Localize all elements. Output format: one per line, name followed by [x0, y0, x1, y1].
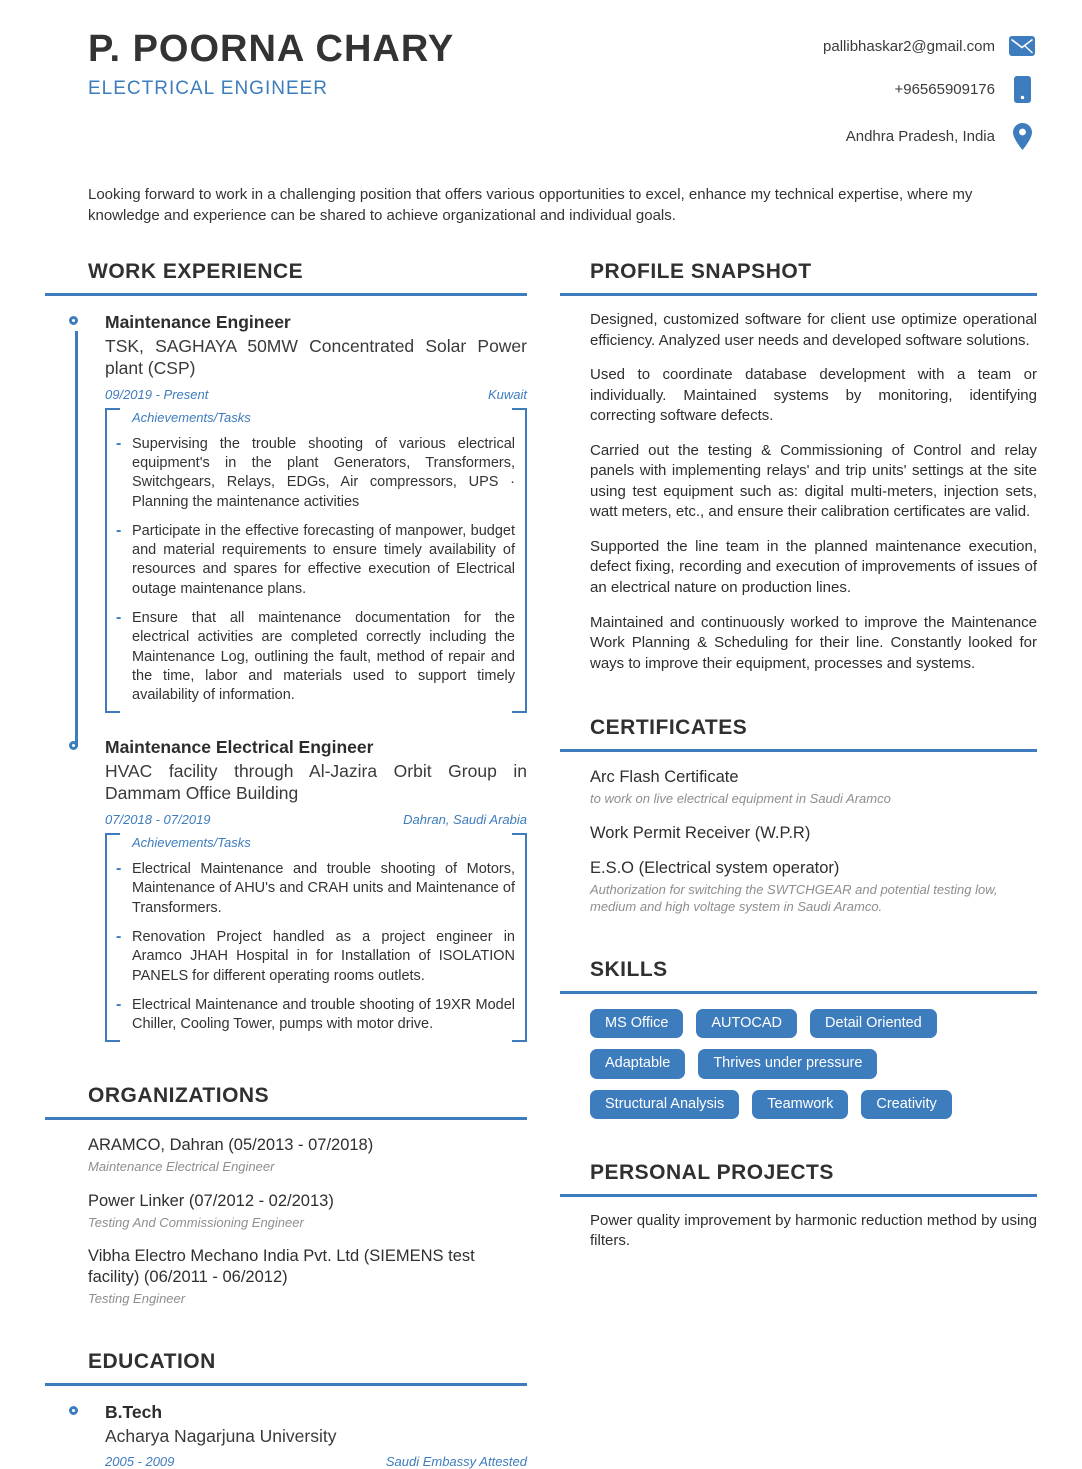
job-company: HVAC facility through Al-Jazira Orbit Group in Dammam Office Building	[105, 761, 527, 804]
certificate-item	[560, 767, 1037, 808]
work-experience-heading: WORK EXPERIENCE	[88, 260, 304, 283]
right-column	[560, 260, 1037, 1252]
organization-role: Testing And Commissioning Engineer	[88, 1214, 304, 1230]
profile-snapshot-heading: PROFILE SNAPSHOT	[590, 260, 812, 283]
content-columns	[45, 260, 1082, 1469]
certificate-title: Work Permit Receiver (W.P.R)	[590, 823, 811, 842]
contact-block	[823, 28, 1035, 150]
organization-item	[45, 1246, 527, 1307]
profile-paragraph: Supported the line team in the planned maintenance execution, defect fixing, recording and execution of improvements of issues of an electrical nature on production lines.	[590, 537, 1037, 597]
profile-paragraph: Carried out the testing & Commissioning of Control and relay panels with implementing relays' and trip units' settings at the site using test equipment such as: digital multi-meters, injection sets, watt meters, etc., and ensure their calibration certificates are valid.	[590, 441, 1037, 521]
task-bullet: - Electrical Maintenance and trouble shooting of 19XR Model Chiller, Cooling Tower, pumps with motor drive.	[132, 996, 515, 1035]
task-bullet: - Renovation Project handled as a project engineer in Aramco JHAH Hospital in for Installation of ISOLATION PANELS for different operating rooms outlets.	[132, 928, 515, 986]
personal-project-text: Power quality improvement by harmonic reduction method by using filters.	[590, 1211, 1037, 1250]
profile-paragraph: Used to coordinate database development with a team or individually. Maintained systems by monitoring, identifying correcting software defects.	[590, 366, 1037, 425]
organizations-heading: ORGANIZATIONS	[88, 1084, 270, 1108]
achievements-box	[105, 833, 527, 1042]
task-bullet: - Participate in the effective forecasting of manpower, budget and material requirements to ensure timely availability of resources and spares for effective execution of Electrical outage maintenance plans.	[132, 522, 515, 599]
education-note: Saudi Embassy Attested	[385, 1453, 527, 1469]
skill-tag: AUTOCAD	[696, 1009, 797, 1038]
skill-tag: Teamwork	[752, 1090, 848, 1119]
section-personal-projects	[560, 1161, 1037, 1252]
personal-projects-heading: PERSONAL PROJECTS	[590, 1160, 834, 1184]
organization-name: ARAMCO, Dahran (05/2013 - 07/2018)	[88, 1136, 374, 1155]
job-entry	[45, 312, 527, 713]
task-bullet: - Ensure that all maintenance documentation for the electrical activities are completed correctly including the Maintenance Log, outlining the fault, method of repair and the time, labor and materials used to support timely availability of information.	[132, 609, 515, 705]
education-dates: 2005 - 2009	[105, 1453, 175, 1469]
section-organizations	[45, 1084, 527, 1307]
location-pin-icon	[1009, 123, 1035, 150]
profile-paragraph: Maintained and continuously worked to improve the Maintenance Work Planning & Scheduling for their line. Constantly looked for ways to improve their equipment, processes and systems.	[590, 613, 1037, 672]
identity-block	[88, 28, 454, 150]
job-title: Maintenance Electrical Engineer	[105, 737, 374, 758]
timeline-ring-icon	[69, 1406, 78, 1415]
degree-title: B.Tech	[105, 1401, 163, 1422]
section-underline	[45, 1117, 527, 1120]
mail-icon	[1009, 36, 1035, 56]
job-meta-row	[105, 812, 527, 827]
skill-tag: Creativity	[861, 1090, 951, 1119]
organization-name: Vibha Electro Mechano India Pvt. Ltd (SIEMENS test facility) (06/2011 - 06/2012)	[88, 1247, 475, 1287]
certificate-title: E.S.O (Electrical system operator)	[590, 859, 840, 878]
certificate-note: Authorization for switching the SWTCHGEAR and potential testing low, medium and high voltage system in Saudi Aramco.	[590, 881, 998, 914]
skills-heading: SKILLS	[590, 957, 668, 981]
achievements-label: Achievements/Tasks	[132, 409, 251, 425]
skill-tag: Adaptable	[590, 1049, 685, 1078]
section-profile-snapshot	[560, 260, 1037, 674]
section-underline	[560, 991, 1037, 994]
achievements-label: Achievements/Tasks	[132, 835, 251, 851]
certificate-note: to work on live electrical equipment in Saudi Aramco	[590, 790, 891, 806]
task-bullet: - Electrical Maintenance and trouble shooting of Motors, Maintenance of AHU's and CRAH units and Maintenance of Transformers.	[132, 860, 515, 918]
certificate-item	[560, 858, 1037, 915]
education-entry	[45, 1402, 527, 1469]
certificate-item	[560, 823, 1037, 844]
school-name: Acharya Nagarjuna University	[105, 1425, 337, 1446]
phone-text: +96565909176	[894, 81, 995, 98]
email-text: pallibhaskar2@gmail.com	[823, 37, 995, 55]
section-work-experience	[45, 260, 527, 1042]
section-underline	[45, 1383, 527, 1386]
person-role: ELECTRICAL ENGINEER	[88, 78, 329, 99]
education-meta-row	[105, 1454, 527, 1469]
organization-role: Maintenance Electrical Engineer	[88, 1159, 275, 1175]
location-text: Andhra Pradesh, India	[845, 128, 995, 145]
summary-paragraph: Looking forward to work in a challenging position that offers various opportunities to excel, enhance my technical expertise, where my knowledge and experience can be shared to achieve organizational and individual goals.	[88, 186, 973, 224]
left-column	[45, 260, 527, 1469]
person-name: P. POORNA CHARY	[88, 28, 455, 70]
skill-tag: MS Office	[590, 1009, 683, 1038]
header	[0, 0, 1082, 150]
contact-email-row	[823, 36, 1035, 56]
job-entry	[45, 737, 527, 1042]
education-heading: EDUCATION	[88, 1349, 216, 1373]
contact-location-row	[846, 123, 1035, 150]
certificate-title: Arc Flash Certificate	[590, 768, 739, 787]
achievements-box	[105, 408, 527, 714]
job-location: Kuwait	[487, 386, 527, 402]
job-location: Dahran, Saudi Arabia	[403, 812, 527, 828]
certificates-heading: CERTIFICATES	[590, 716, 748, 740]
section-education	[45, 1350, 527, 1469]
section-underline	[560, 293, 1037, 296]
section-underline	[560, 749, 1037, 752]
timeline-ring-icon	[69, 741, 78, 750]
job-company: TSK, SAGHAYA 50MW Concentrated Solar Power plant (CSP)	[105, 336, 527, 378]
contact-phone-row	[894, 76, 1035, 103]
timeline-ring-icon	[69, 316, 78, 325]
profile-paragraph: Designed, customized software for client use optimize operational efficiency. Analyzed user needs and developed software solutions.	[590, 311, 1037, 349]
timeline-line	[75, 331, 78, 747]
task-bullet: - Supervising the trouble shooting of various electrical equipment's in the plant Generators, Transformers, Switchgears, Relays, EDGs, Air compressors, UPS · Planning the maintenance activities	[132, 435, 515, 512]
section-underline	[560, 1194, 1037, 1197]
section-skills	[560, 958, 1037, 1119]
section-certificates	[560, 716, 1037, 916]
organization-name: Power Linker (07/2012 - 02/2013)	[88, 1191, 334, 1210]
organization-item	[45, 1135, 527, 1176]
skill-tag: Structural Analysis	[590, 1090, 739, 1119]
organization-item	[45, 1191, 527, 1232]
job-dates: 09/2019 - Present	[105, 386, 209, 402]
job-meta-row	[105, 387, 527, 402]
phone-icon	[1009, 76, 1035, 103]
skills-list	[560, 1009, 1037, 1119]
organization-role: Testing Engineer	[88, 1290, 186, 1306]
skill-tag: Thrives under pressure	[698, 1049, 877, 1078]
section-underline	[45, 293, 527, 296]
job-dates: 07/2018 - 07/2019	[105, 812, 211, 828]
skill-tag: Detail Oriented	[810, 1009, 937, 1038]
job-title: Maintenance Engineer	[105, 312, 291, 332]
